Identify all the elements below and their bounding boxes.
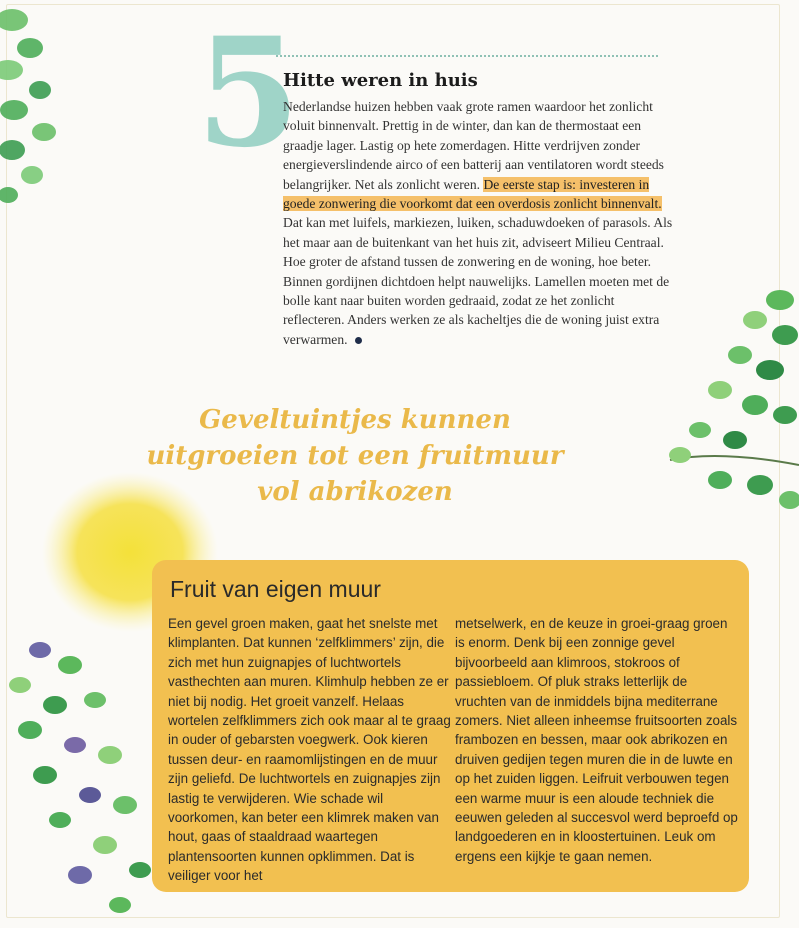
article	[283, 70, 678, 349]
pull-quote-line: uitgroeien tot een fruitmuur	[146, 441, 564, 471]
box-title: Fruit van eigen muur	[170, 576, 381, 602]
pull-quote-line: Geveltuintjes kunnen	[199, 405, 511, 435]
box-column-1: Een gevel groen maken, gaat het snelste met klimplanten. Dat kunnen ‘zelfklimmers’ zijn, die zich met hun zuignapjes of luchtwortels vasthechten aan muren. Klimhulp hebben ze er niet bij nodig. Het groeit vanzelf. Helaas wortelen zelfklimmers zich ook maar al te graag in ouder of gebarsten voegwerk. Ook kieren tussen deur- en raamomlijstingen en de muur zijn geliefd. De luchtwortels en zuignapjes zijn lastig te verwijderen. Wie schade wil voorkomen, kan beter een klimrek maken van hout, gaas of staaldraad waartegen plantensoorten kunnen opklimmen. Dat is veiliger voor het	[168, 616, 451, 884]
section-number: 5	[196, 5, 301, 181]
article-highlight: De eerste stap is: investeren in goede zonwering die voorkomt dat een overdosis zonlicht binnenvalt.	[283, 176, 662, 212]
divider	[276, 55, 658, 57]
box-column-2: metselwerk, en de keuze in groei-graag groen is enorm. Denk bij een zonnige gevel bijvoorbeeld aan klimroos, stokroos of passiebloem. Of pluk straks letterlijk de vruchten van de inmiddels bijna mediterrane zomers. Niet alleen inheemse fruitsoorten zoals frambozen en bessen, maar ook abrikozen en druiven gedijen tegen muren die in de luwte en op het zuiden liggen. Leifruit verbouwen tegen een warme muur is een aloude techniek die eeuwen geleden al succesvol werd beproefd op landgoederen en in kloostertuinen. Leuk om ergens een kijkje te gaan nemen.	[455, 616, 738, 864]
leaf-branch-icon	[0, 630, 160, 928]
end-mark-icon	[355, 337, 362, 344]
article-title: Hitte weren in huis	[283, 70, 478, 91]
pull-quote	[130, 402, 580, 510]
pull-quote-line: vol abrikozen	[257, 477, 453, 507]
leaf-branch-icon	[660, 280, 799, 530]
article-body	[283, 97, 678, 349]
article-intro: Nederlandse huizen hebben vaak grote ramen waardoor het zonlicht voluit binnenvalt. Prettig in de winter, dan kan de thermostaat een graadje lager. Lastig op hete zomerdagen. Hitte verdrijven zonder energieverslindende airco of een batterij aan ventilatoren wordt steeds belangrijker. Net als zonlicht weren.	[283, 99, 664, 192]
leaf-branch-icon	[0, 0, 70, 210]
article-rest: Dat kan met luifels, markiezen, luiken, schaduwdoeken of parasols. Als het maar aan de buitenkant van het huis zit, adviseert Milieu Centraal. Hoe groter de afstand tussen de zonwering en de woning, hoe beter. Binnen gordijnen dichtdoen helpt nauwelijks. Lamellen moeten met de bolle kant naar buiten worden gedraaid, zodat ze het zonlicht reflecteren. Anders werken ze als kacheltjes die de woning juist extra verwarmen.	[283, 215, 673, 347]
